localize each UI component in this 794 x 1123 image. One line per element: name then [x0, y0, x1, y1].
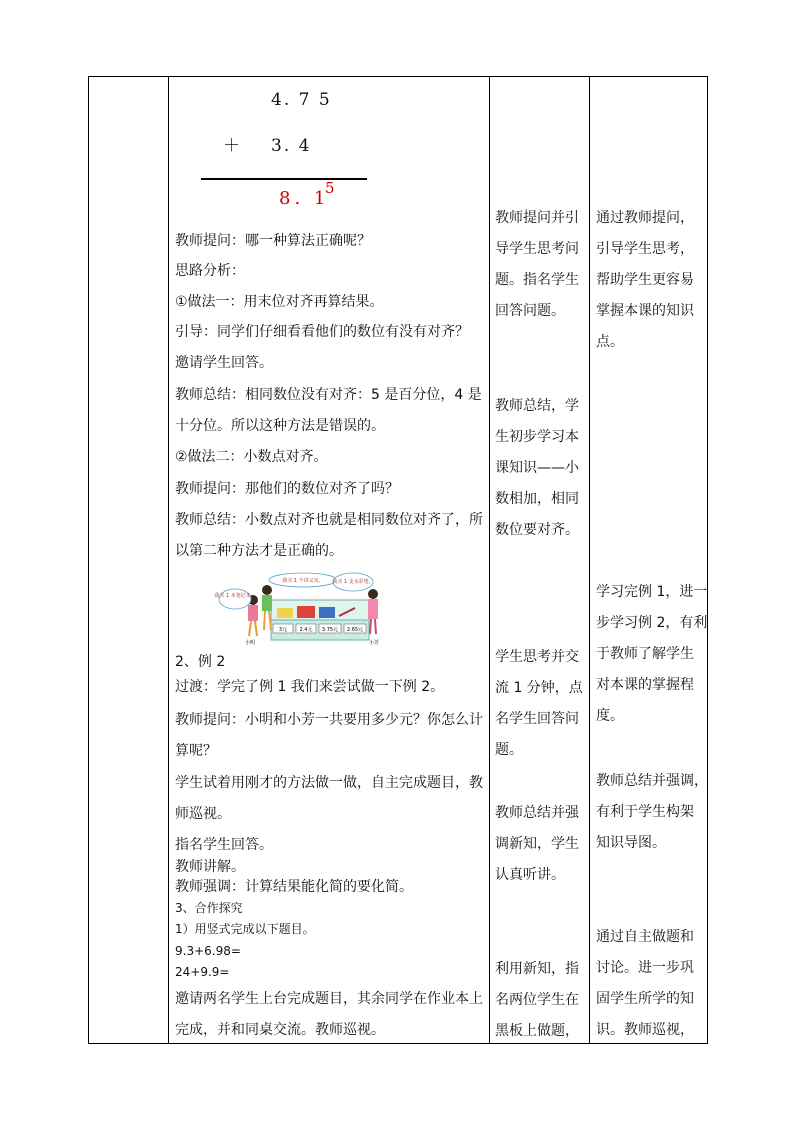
text-line: 邀请两名学生上台完成题目，其余同学在作业本上: [175, 991, 483, 1007]
price-tag-text: 2.4元: [299, 627, 313, 633]
intent-line: 度。: [596, 708, 624, 724]
text-line: ①做法一：用末位对齐再算结果。: [175, 294, 384, 310]
text-line: 学生试着用刚才的方法做一做，自主完成题目，教: [175, 775, 483, 791]
activity-line: 学生思考并交: [495, 649, 579, 665]
child-head: [368, 589, 378, 599]
text-line: 教师提问：那他们的数位对齐了吗？: [175, 481, 399, 497]
activity-line: 名两位学生在: [495, 992, 579, 1008]
speech-bubble: [219, 589, 251, 609]
example-illustration: [214, 570, 381, 656]
intent-line: 教师总结并强调，: [596, 773, 708, 789]
pen-box-item: [319, 607, 335, 618]
intent-line: 帮助学生更容易: [596, 272, 694, 288]
price-tag-text: 2.65元: [346, 627, 364, 633]
text-line: 算呢？: [175, 743, 217, 759]
activity-line: 流 1 分钟，点: [495, 680, 583, 696]
column-divider: [489, 77, 490, 1043]
calc-bottom-number: 3. 4: [271, 136, 312, 156]
text-line: 过渡：学完了例 1 我们来尝试做一下例 2。: [175, 679, 445, 695]
calc-result: 8. 1: [279, 188, 330, 209]
calc-top-number: 4. 7 5: [271, 90, 332, 110]
child-leg: [264, 611, 265, 630]
intent-line: 讨论。进一步巩: [596, 960, 694, 976]
activity-line: 利用新知，指: [495, 961, 579, 977]
activity-line: 数位要对齐。: [495, 522, 579, 538]
intent-line: 通过教师提问，: [596, 210, 694, 226]
text-line: 3、合作探究: [175, 901, 243, 915]
text-line: 以第二种方法才是正确的。: [175, 543, 343, 559]
text-line: 教师强调：计算结果能化简的要化简。: [175, 879, 413, 895]
intent-line: 学习完例 1，进一: [596, 584, 708, 600]
folder-item: [297, 606, 315, 618]
intent-line: 步学习例 2，有利: [596, 615, 708, 631]
text-line: 教师讲解。: [175, 859, 245, 875]
intent-line: 识。教师巡视，: [596, 1022, 694, 1038]
text-line: 邀请学生回答。: [175, 355, 273, 371]
intent-line: 通过自主做题和: [596, 929, 694, 945]
text-line: 师巡视。: [175, 806, 231, 822]
price-tag-text: 3.75元: [321, 627, 339, 633]
child-leg: [375, 619, 376, 634]
column-divider: [589, 77, 590, 1043]
intent-line: 对本课的掌握程: [596, 677, 694, 693]
calc-plus-sign: ＋: [223, 136, 242, 156]
activity-line: 教师总结，学: [495, 398, 579, 414]
intent-line: 掌握本课的知识: [596, 303, 694, 319]
text-line: 十分位。所以这种方法是错误的。: [175, 418, 385, 434]
intent-line: 点。: [596, 334, 624, 350]
intent-line: 有利于学生构架: [596, 804, 694, 820]
activity-line: 生初步学习本: [495, 429, 579, 445]
intent-line: 知识导图。: [596, 835, 666, 851]
activity-line: 名学生回答问: [495, 711, 579, 727]
activity-line: 调新知，学生: [495, 836, 579, 852]
child-body: [248, 605, 258, 621]
activity-line: 教师总结并强: [495, 805, 579, 821]
intent-line: 于教师了解学生: [596, 646, 694, 662]
activity-line: 回答问题。: [495, 303, 565, 319]
activity-line: 认真听讲。: [495, 867, 565, 883]
column-divider: [168, 77, 169, 1043]
child-body: [368, 599, 378, 619]
activity-line: 黑板上做题，: [495, 1023, 579, 1039]
calc-sum-line: [201, 178, 367, 180]
text-line: 教师总结：相同数位没有对齐：5 是百分位，4 是: [175, 387, 482, 403]
text-line: 指名学生回答。: [175, 837, 273, 853]
text-line: 教师总结：小数点对齐也就是相同数位对齐了，所: [175, 512, 483, 528]
child-name: 小芳: [369, 640, 380, 646]
text-line: 9.3+6.98=: [175, 944, 241, 958]
text-line: 引导：同学们仔细看看他们的数位有没有对齐？: [175, 324, 469, 340]
text-line: 完成，并和同桌交流。教师巡视。: [175, 1022, 385, 1038]
lesson-table: [88, 76, 708, 1044]
speech-bubble-text: 我买 1 个讲义夹。: [282, 578, 324, 584]
price-tag-text: 3元: [278, 627, 288, 633]
text-line: 2、例 2: [175, 654, 226, 670]
text-line: 1）用竖式完成以下题目。: [175, 922, 315, 936]
child-leg: [249, 621, 251, 636]
child-body: [262, 595, 272, 611]
text-line: 思路分析：: [175, 263, 245, 279]
activity-line: 题。指名学生: [495, 272, 579, 288]
child-head: [262, 585, 272, 595]
text-line: 教师提问：小明和小芳一共要用多少元？你怎么计: [175, 712, 483, 728]
child-name: 小明: [245, 640, 256, 646]
activity-line: 导学生思考问: [495, 241, 579, 257]
notebook-item: [277, 608, 293, 618]
calc-result-sup: 5: [325, 179, 339, 197]
speech-bubble-text: 我买 1 本笔记本。: [214, 593, 256, 599]
text-line: ②做法二：小数点对齐。: [175, 449, 328, 465]
activity-line: 题。: [495, 742, 523, 758]
intent-line: 固学生所学的知: [596, 991, 694, 1007]
activity-line: 教师提问并引: [495, 210, 579, 226]
intent-line: 引导学生思考，: [596, 241, 694, 257]
child-leg: [370, 619, 371, 634]
activity-line: 数相加，相同: [495, 491, 579, 507]
speech-bubble-text: 我买 1 支水彩笔。: [332, 579, 374, 585]
activity-line: 课知识——小: [495, 460, 579, 476]
text-line: 24+9.9=: [175, 965, 230, 979]
child-leg: [255, 621, 257, 636]
text-line: 教师提问：哪一种算法正确呢？: [175, 233, 371, 249]
